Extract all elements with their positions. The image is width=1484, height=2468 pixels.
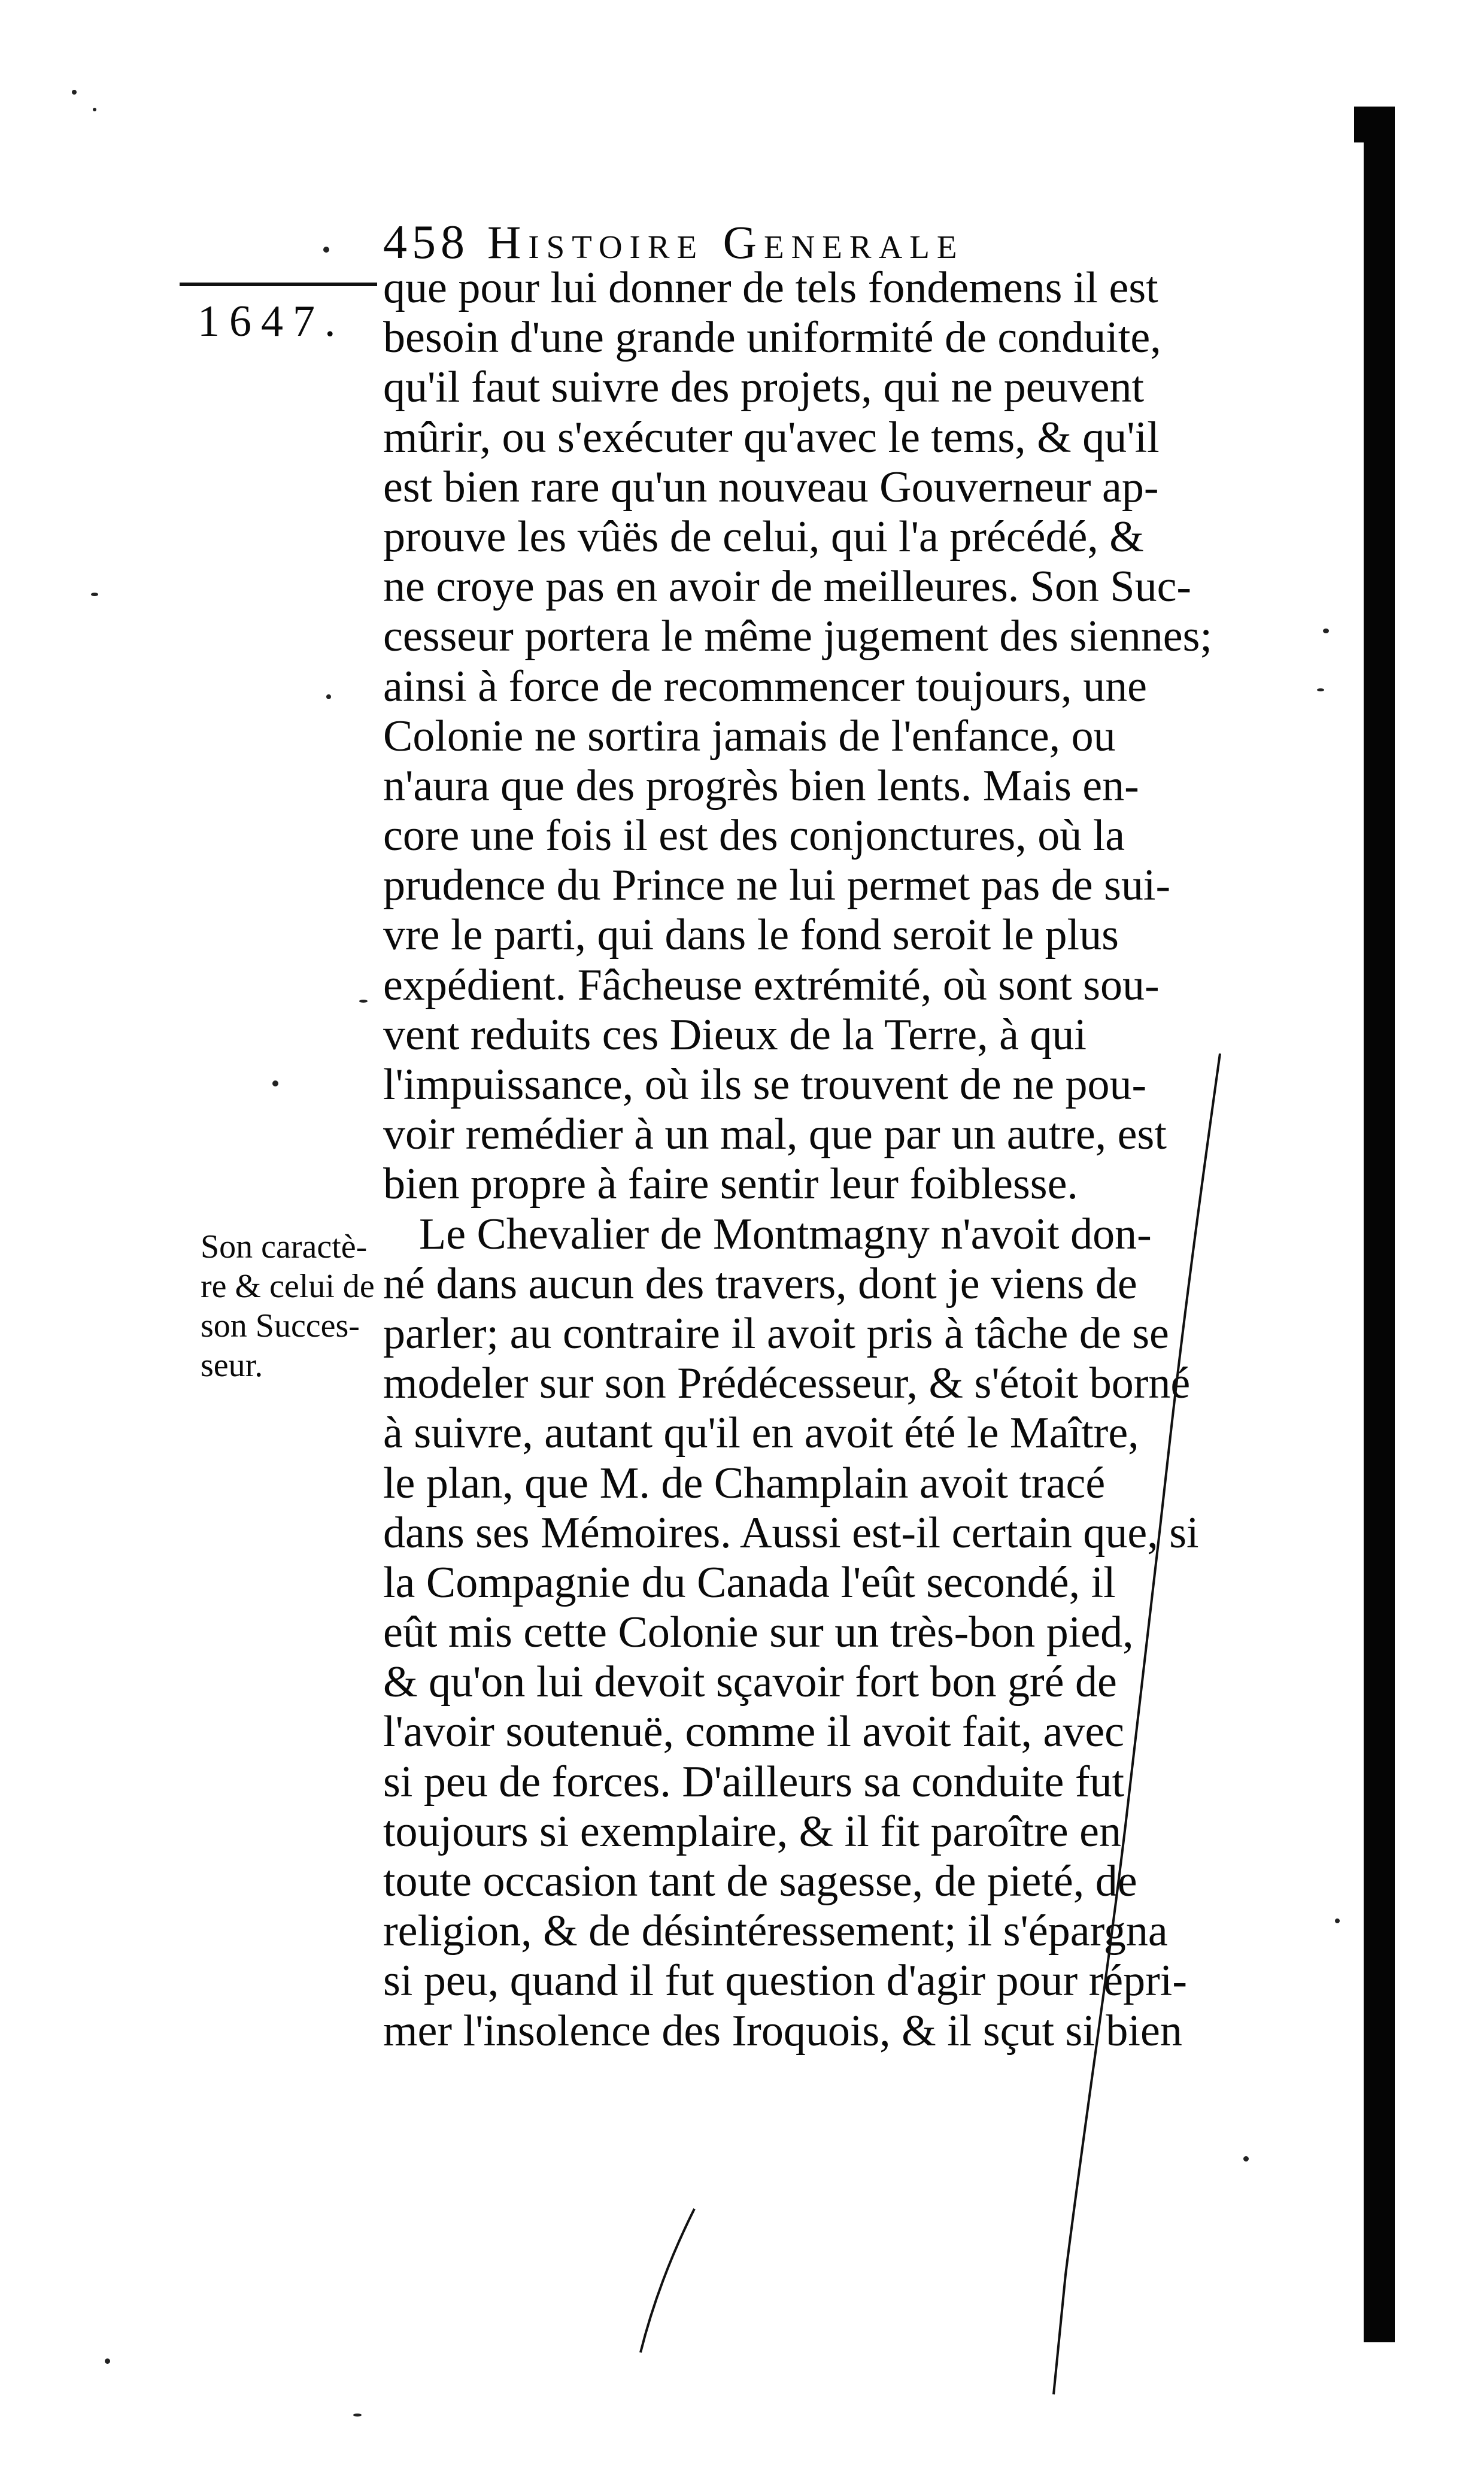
- margin-note-line: Son caractè-: [201, 1228, 368, 1265]
- scan-speck: [359, 1000, 368, 1003]
- text-line: vre le parti, qui dans le fond seroit le plus: [383, 910, 1119, 960]
- text-line: Colonie ne sortira jamais de l'enfance, ou: [383, 711, 1116, 761]
- scan-speck: [105, 2358, 110, 2364]
- text-line: le plan, que M. de Champlain avoit tracé: [383, 1458, 1106, 1508]
- scan-speck: [1323, 629, 1329, 633]
- text-line: parler; au contraire il avoit pris à tâche de se: [383, 1309, 1169, 1358]
- scan-speck: [91, 593, 98, 596]
- scan-speck: [323, 247, 329, 253]
- scan-speck: [326, 694, 331, 699]
- text-line: ne croye pas en avoir de meilleures. Son Suc-: [383, 562, 1192, 612]
- scan-speck: [353, 2414, 362, 2417]
- text-line: né dans aucun des travers, dont je viens de: [383, 1259, 1137, 1309]
- scan-speck: [1243, 2156, 1249, 2162]
- scan-speck: [272, 1080, 278, 1086]
- text-line: si peu, quand il fut question d'agir pour répri-: [383, 1956, 1187, 2006]
- text-line: & qu'on lui devoit sçavoir fort bon gré de: [383, 1658, 1117, 1707]
- scan-speck: [93, 108, 96, 111]
- text-line: à suivre, autant qu'il en avoit été le Maître,: [383, 1408, 1139, 1458]
- text-line: est bien rare qu'un nouveau Gouverneur ap-: [383, 462, 1159, 512]
- text-line: modeler sur son Prédécesseur, & s'étoit borné: [383, 1359, 1191, 1408]
- text-line: ainsi à force de recommencer toujours, une: [383, 661, 1147, 711]
- text-line: la Compagnie du Canada l'eût secondé, il: [383, 1558, 1116, 1607]
- scan-speck: [1317, 688, 1324, 691]
- text-line: Le Chevalier de Montmagny n'avoit don-: [419, 1209, 1152, 1259]
- text-line: toujours si exemplaire, & il fit paroître en: [383, 1807, 1121, 1856]
- text-line: core une fois il est des conjonctures, où la: [383, 811, 1125, 861]
- text-line: que pour lui donner de tels fondemens il est: [383, 263, 1158, 312]
- text-line: voir remédier à un mal, que par un autre, est: [383, 1110, 1167, 1159]
- text-line: l'avoir soutenuë, comme il avoit fait, avec: [383, 1707, 1125, 1757]
- running-title: Histoire Generale: [487, 216, 964, 268]
- text-line: expédient. Fâcheuse extrémité, où sont sou-: [383, 960, 1160, 1010]
- text-line: cesseur portera le même jugement des siennes;: [383, 612, 1212, 661]
- text-line: n'aura que des progrès bien lents. Mais en-: [383, 761, 1139, 810]
- text-line: besoin d'une grande uniformité de conduite,: [383, 313, 1161, 363]
- margin-year: 1647.: [198, 297, 345, 346]
- margin-note-line: son Succes-: [201, 1307, 360, 1344]
- text-line: eût mis cette Colonie sur un très-bon pied,: [383, 1608, 1134, 1658]
- scan-speck: [72, 90, 77, 95]
- text-line: mûrir, ou s'exécuter qu'avec le tems, & qu'il: [383, 412, 1160, 462]
- text-line: prouve les vûës de celui, qui l'a précédé, &: [383, 512, 1144, 561]
- text-line: si peu de forces. D'ailleurs sa conduite fut: [383, 1757, 1125, 1807]
- text-line: vent reduits ces Dieux de la Terre, à qui: [383, 1010, 1087, 1060]
- scan-speck: [1335, 1918, 1340, 1923]
- text-line: dans ses Mémoires. Aussi est-il certain que, si: [383, 1508, 1199, 1558]
- text-line: prudence du Prince ne lui permet pas de sui-: [383, 861, 1171, 910]
- margin-note-line: seur.: [201, 1347, 263, 1384]
- text-line: mer l'insolence des Iroquois, & il sçut si bien: [383, 2006, 1182, 2056]
- text-line: religion, & de désintéressement; il s'épargna: [383, 1907, 1168, 1956]
- text-line: l'impuissance, où ils se trouvent de ne pou-: [383, 1060, 1147, 1109]
- text-line: toute occasion tant de sagesse, de pieté, de: [383, 1857, 1137, 1906]
- margin-note-line: re & celui de: [201, 1268, 375, 1305]
- text-line: bien propre à faire sentir leur foiblesse.: [383, 1159, 1078, 1209]
- text-line: qu'il faut suivre des projets, qui ne peuvent: [383, 363, 1145, 412]
- page-number: 458: [383, 216, 469, 269]
